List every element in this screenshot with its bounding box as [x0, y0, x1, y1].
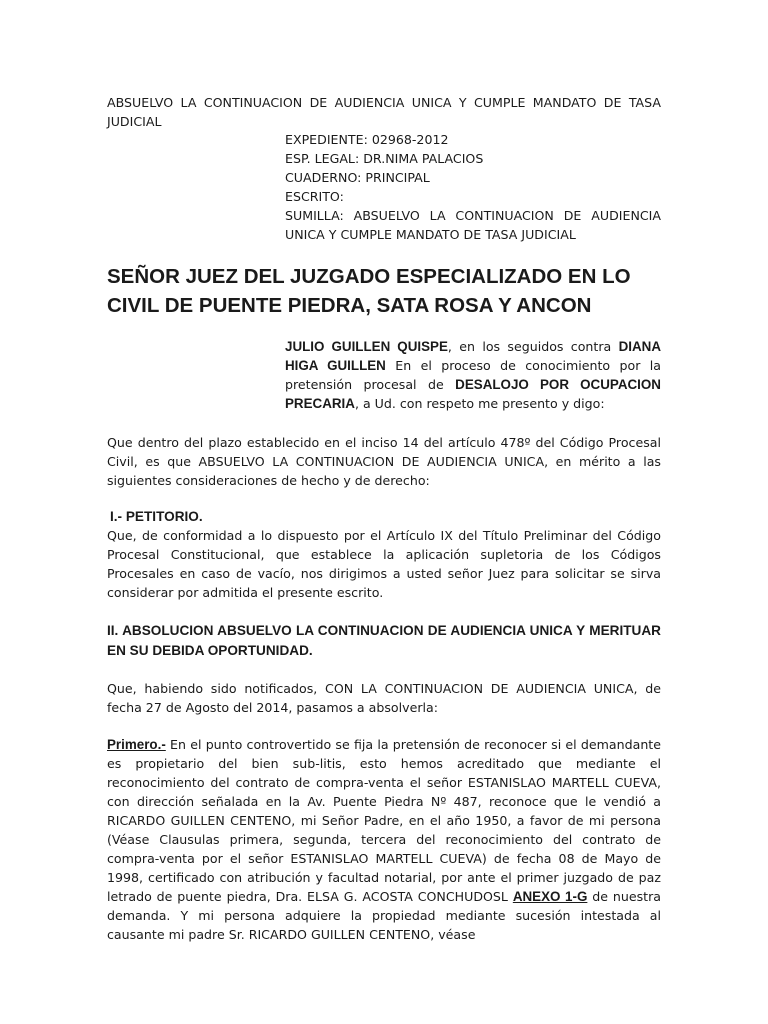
case-info-block [285, 130, 661, 244]
case-matter: DESALOJO POR OCUPACION PRECARIA [285, 377, 661, 411]
section-1-body: Que, de conformidad a lo dispuesto por el Artículo IX del Título Preliminar del Código Procesal Constitucional, que establece la aplicación supletoria de los Códigos Procesales en caso de vacío, nos dirigimos a usted señor Juez para solicitar se sirva considerar por admitida el presente escrito. [107, 528, 661, 600]
opening-paragraph: Que dentro del plazo establecido en el inciso 14 del artículo 478º del Código Procesal Civil, es que ABSUELVO LA CONTINUACION DE AUDIENCIA UNICA, en mérito a las siguientes consideraciones de hecho y de derecho: [107, 435, 661, 488]
annex-reference: ANEXO 1-G [512, 889, 588, 904]
primero-label: Primero.- [107, 737, 166, 752]
intro-text-3: , a Ud. con respeto me presento y digo: [354, 396, 605, 411]
primero-text-1: En el punto controvertido se fija la pretensión de reconocer si el demandante es propietario del bien sub-litis, esto hemos acreditado que mediante el reconocimiento del contrato de compra-venta el señor ESTANISLAO MARTELL CUEVA, con dirección señalada en la Av. Puente Piedra Nº 487, reconoce que le vendió a RICARDO GUILLEN CENTENO, mi Señor Padre, en el año 1950, a favor de mi persona (Véase Clausulas primera, segunda, tercera del reconocimiento del contrato de compra-venta por el señor ESTANISLAO MARTELL CUEVA) de fecha 08 de Mayo de 1998, certificado con atribución y facultad notarial, por ante el primer juzgado de paz letrado de puente piedra, Dra. ELSA G. ACOSTA CONCHUDOSL [107, 737, 661, 904]
intro-text-2: En el proceso de conocimiento por la pretensión procesal de [285, 358, 661, 392]
section-2-body: Que, habiendo sido notificados, CON LA CONTINUACION DE AUDIENCIA UNICA, de fecha 27 de Agosto del 2014, pasamos a absolverla: [107, 681, 661, 715]
opponent-name: DIANA HIGA GUILLEN [285, 339, 661, 373]
addressee-heading: SEÑOR JUEZ DEL JUZGADO ESPECIALIZADO EN LO CIVIL DE PUENTE PIEDRA, SATA ROSA Y ANCON [107, 265, 631, 317]
section-2-heading: II. ABSOLUCION ABSUELVO LA CONTINUACION DE AUDIENCIA UNICA Y MERITUAR EN SU DEBIDA OPORTUNIDAD. [107, 623, 661, 658]
primero-text-2: de nuestra demanda. Y mi persona adquiere la propiedad mediante sucesión intestada al causante mi padre Sr. RICARDO GUILLEN CENTENO, véase [107, 889, 661, 942]
document-header-title: ABSUELVO LA CONTINUACION DE AUDIENCIA UNICA Y CUMPLE MANDATO DE TASA JUDICIAL [107, 95, 661, 129]
sumilla-line: SUMILLA: ABSUELVO LA CONTINUACION DE AUDIENCIA UNICA Y CUMPLE MANDATO DE TASA JUDICIAL [285, 208, 661, 242]
intro-paragraph [285, 337, 661, 413]
cuaderno-line: CUADERNO: PRINCIPAL [285, 170, 430, 185]
intro-text-1: , en los seguidos contra [447, 339, 619, 354]
escrito-line: ESCRITO: [285, 189, 344, 204]
section-1-heading: I.- PETITORIO. [110, 509, 203, 524]
primero-paragraph [107, 735, 661, 944]
esp-legal-line: ESP. LEGAL: DR.NIMA PALACIOS [285, 151, 484, 166]
petitioner-name: JULIO GUILLEN QUISPE [285, 339, 448, 354]
expediente-line: EXPEDIENTE: 02968-2012 [285, 132, 449, 147]
